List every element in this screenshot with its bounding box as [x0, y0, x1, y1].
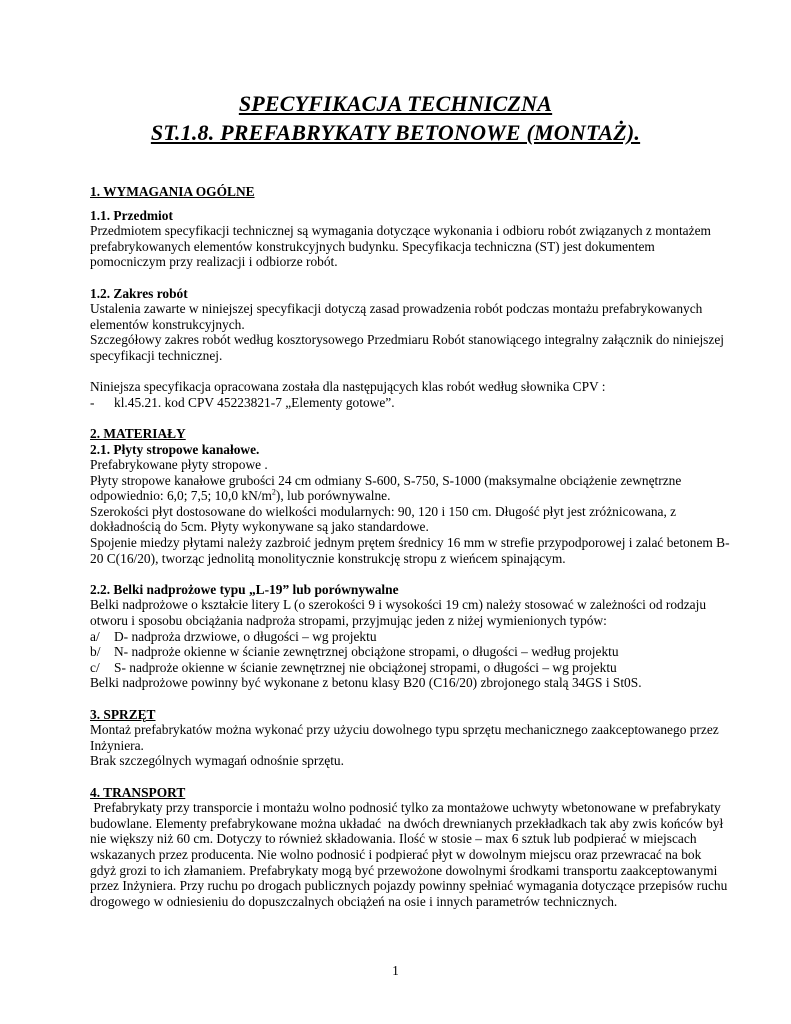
list-marker: c/ — [90, 659, 100, 675]
list-item-text: N- nadproże okienne w ścianie zewnętrznej obciążone stropami, o długości – według projektu — [114, 644, 619, 660]
subsection-heading-2-1: 2.1. Płyty stropowe kanałowe. — [90, 441, 260, 457]
section-heading-1: 1. WYMAGANIA OGÓLNE — [90, 184, 255, 199]
list-marker: - — [90, 394, 95, 410]
list-item-text: S- nadproże okienne w ścianie zewnętrznej nie obciążonej stropami, o długości – wg projektu — [114, 659, 617, 675]
paragraph-3-b: Brak szczególnych wymagań odnośnie sprzętu. — [90, 753, 344, 769]
list-item — [90, 395, 730, 411]
subsection-heading-1-1: 1.1. Przedmiot — [90, 207, 173, 223]
paragraph-2-1-b-tail: ), lub porównywalne. — [275, 488, 391, 504]
paragraph-1-2-c: Niniejsza specyfikacja opracowana została dla następujących klas robót według słownika CPV : — [90, 379, 606, 395]
page-number: 1 — [392, 963, 399, 978]
section-heading-4: 4. TRANSPORT — [90, 784, 186, 800]
section-heading-2: 2. MATERIAŁY — [90, 425, 186, 441]
paragraph-2-2: Belki nadprożowe o kształcie litery L (o szerokości 9 i wysokości 19 cm) należy stosować w zależności od rodzaju otworu i sposobu obciążania nadproża stropami, przyjmując jeden z niżej wymienionych typów: — [90, 597, 707, 629]
paragraph-2-1-a: Prefabrykowane płyty stropowe . — [90, 457, 268, 473]
paragraph-2-1-b-text: Płyty stropowe kanałowe grubości 24 cm odmiany S-600, S-750, S-1000 (maksymalne obciążenie zewnętrzne odpowiednio: 6,0; 7,5; 10,0 kN/m — [90, 472, 682, 504]
list-item-text: kl.45.21. kod CPV 45223821-7 „Elementy gotowe”. — [114, 394, 395, 410]
list-marker: b/ — [90, 644, 101, 660]
list-marker: a/ — [90, 628, 100, 644]
section-heading-3: 3. SPRZĘT — [90, 706, 156, 722]
paragraph-1-1: Przedmiotem specyfikacji technicznej są wymagania dotyczące wykonania i odbioru robót związanych z montażem prefabrykowanych elementów konstrukcyjnych budynku. Specyfikacja techniczna (ST) jest dokumentem pomocniczym przy realizacji i odbiorze robót. — [90, 223, 711, 270]
subsection-heading-2-2: 2.2. Belki nadprożowe typu „L-19” lub porównywalne — [90, 581, 399, 597]
paragraph-2-1-c: Szerokości płyt dostosowane do wielkości modularnych: 90, 120 i 150 cm. Długość płyt jest zróżnicowana, z dokładnością do 5cm. Płyty wykonywane są jako standardowe. — [90, 503, 677, 535]
list-item-text: D- nadproża drzwiowe, o długości – wg projektu — [114, 628, 377, 644]
list-item — [90, 644, 730, 660]
paragraph-2-2-closing: Belki nadprożowe powinny być wykonane z betonu klasy B20 (C16/20) zbrojonego stalą 34GS i St0S. — [90, 675, 642, 691]
superscript: 2 — [271, 487, 276, 497]
paragraph-1-2-b: Szczegółowy zakres robót według kosztorysowego Przedmiaru Robót stanowiącego integralny załącznik do niniejszej specyfikacji technicznej. — [90, 332, 725, 363]
paragraph-4: Prefabrykaty przy transporcie i montażu wolno podnosić tylko za montażowe uchwyty wbetonowane w prefabrykaty budowlane. Elementy prefabrykowane można układać na dwóch drewnianych przekładkach tak aby zwis końców był nie większy niż 60 cm. Dotyczy to również składowania. Ilość w stosie – max 6 sztuk lub podpierać w miejscach wskazanych przez producenta. Nie wolno podnosić i podpierać płyt w dowolnym miejscu oraz przewracać na bok gdyż grozi to ich złamaniem. Prefabrykaty mogą być przewożone dowolnymi środkami transportu zaakceptowanymi przez Inżyniera. Przy ruchu po drogach publicznych pojazdy powinny spełniać wymagania dotyczące przepisów ruchu drogowego w odniesieniu do dopuszczalnych obciążeń na osie i innych parametrów technicznych. — [90, 800, 731, 909]
paragraph-3-a: Montaż prefabrykatów można wykonać przy użyciu dowolnego typu sprzętu mechanicznego zaakceptowanego przez Inżyniera. — [90, 722, 719, 753]
list-item — [90, 660, 730, 676]
paragraph-1-2-a: Ustalenia zawarte w niniejszej specyfikacji dotyczą zasad prowadzenia robót podczas montażu prefabrykowanych elementów konstrukcyjnych. — [90, 301, 703, 332]
subsection-heading-1-2: 1.2. Zakres robót — [90, 285, 188, 301]
document-subtitle: ST.1.8. PREFABRYKATY BETONOWE (MONTAŻ). — [150, 120, 641, 145]
document-title: SPECYFIKACJA TECHNICZNA — [238, 91, 553, 116]
document-body — [90, 184, 730, 909]
list-item — [90, 629, 730, 645]
paragraph-2-1-d: Spojenie miedzy płytami należy zazbroić jednym prętem średnicy 16 mm w strefie przypodporowej i zalać betonem B-20 C(16/20), tworząc jednolitą monolitycznie konstrukcję stropu z wieńcem spinającym. — [90, 535, 730, 566]
paragraph-2-1-b — [90, 473, 730, 504]
